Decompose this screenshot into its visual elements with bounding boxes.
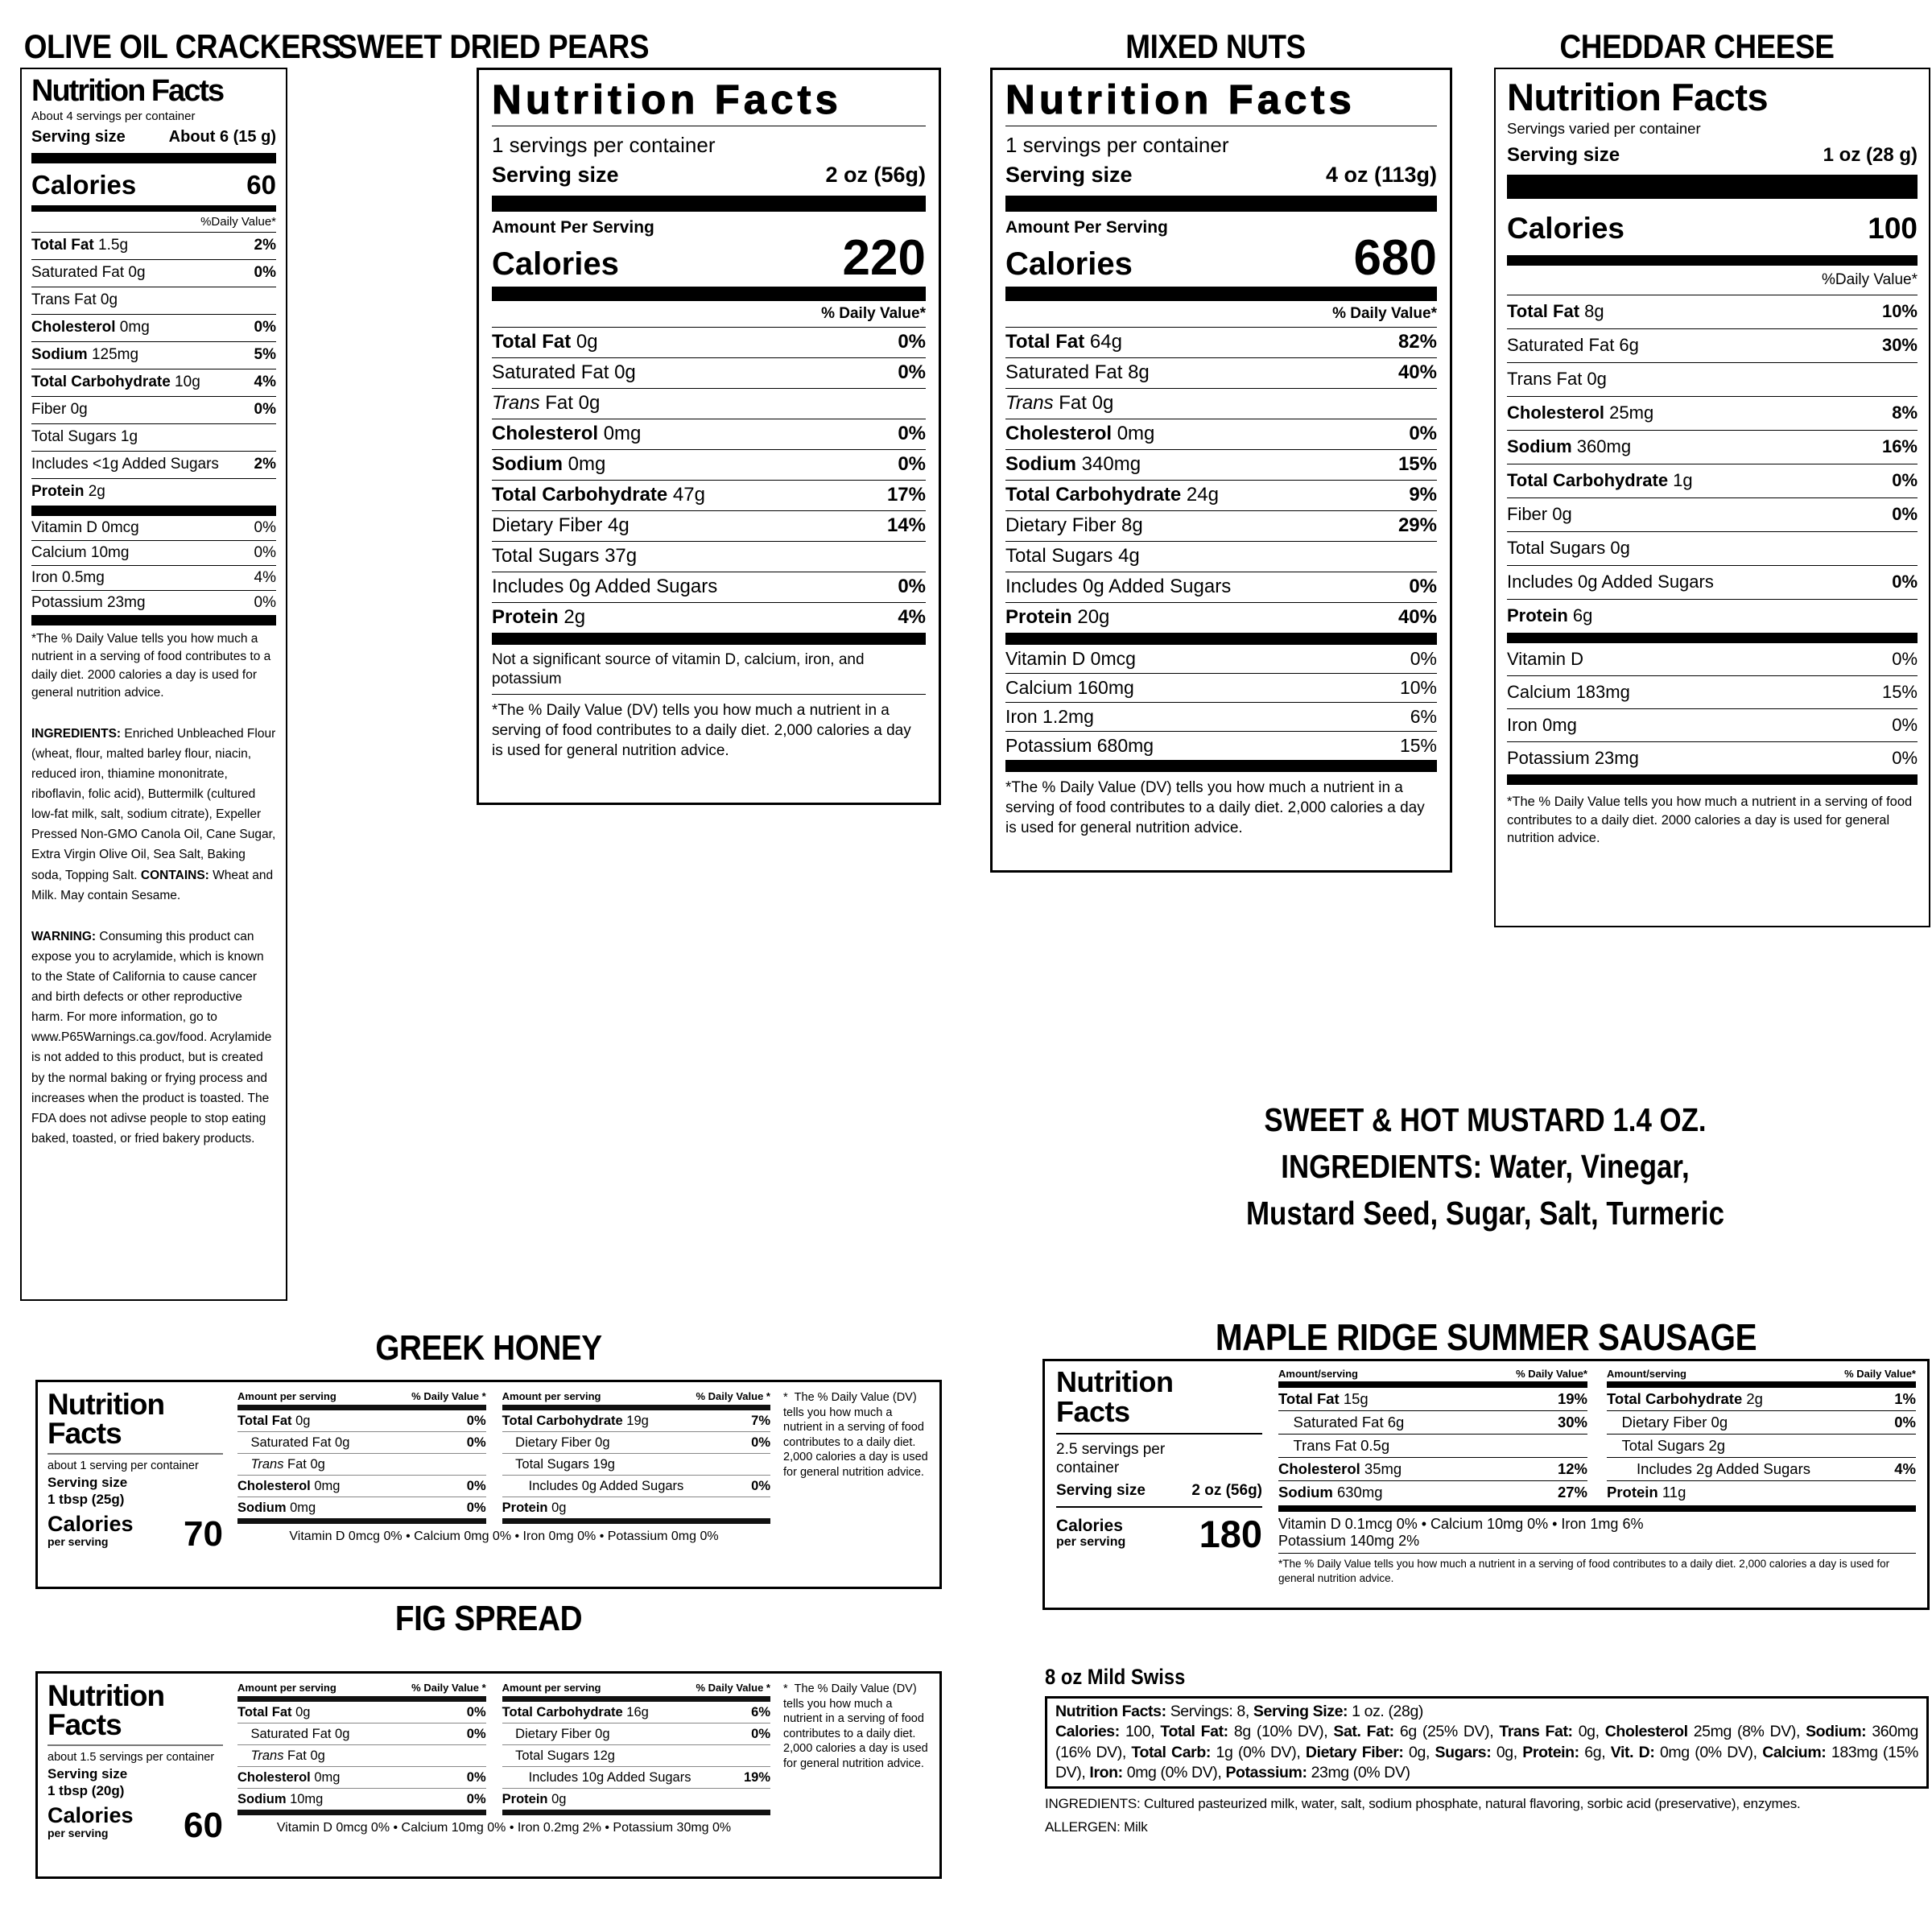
amount-per-serving-label: Amount Per Serving — [492, 218, 654, 237]
nutrient-row: Saturated Fat 6g 30% — [1507, 329, 1918, 363]
servings-per-container: 1 servings per container — [1005, 133, 1229, 158]
product-title-mixed-nuts: MIXED NUTS — [1125, 27, 1306, 65]
nutrient-row: Includes 0g Added Sugars 0% — [502, 1476, 770, 1497]
divider-bar — [492, 196, 926, 212]
mild-swiss-block — [1045, 1665, 1929, 1835]
divider-bar — [492, 287, 926, 301]
daily-value-header: % Daily Value * — [696, 1682, 770, 1694]
nutrient-row: Dietary Fiber 8g 29% — [1005, 511, 1437, 542]
nutrient-row: Cholesterol 35mg 12% — [1278, 1458, 1587, 1481]
nutrient-row: Total Sugars 2g — [1607, 1435, 1916, 1458]
serving-size-value: 1 tbsp (20g) — [47, 1783, 125, 1798]
nutrient-row: Sodium 125mg 5% — [31, 342, 276, 369]
nutrient-row: Saturated Fat 0g 0% — [492, 358, 926, 389]
serving-size-value: 1 tbsp (25g) — [47, 1492, 125, 1507]
nutrition-facts-heading: Nutrition Facts — [492, 76, 926, 126]
divider-bar — [237, 1810, 486, 1815]
nutrient-row: Dietary Fiber 0g 0% — [1607, 1411, 1916, 1435]
nutrient-rows — [237, 1410, 486, 1518]
mustard-ingredients-block — [1201, 1096, 1769, 1237]
divider-line — [1278, 1553, 1916, 1554]
calories-label: Calories — [47, 1803, 134, 1828]
serving-size-label: Serving size — [31, 127, 126, 146]
nutrient-row: Sodium 360mg 16% — [1507, 431, 1918, 464]
calories-value: 220 — [842, 230, 926, 287]
amount-per-serving-label: Amount Per Serving — [1005, 218, 1168, 237]
divider-line — [1056, 1433, 1262, 1435]
vitamin-row: Calcium 160mg 10% — [1005, 674, 1437, 703]
micronutrients-line: Vitamin D 0.1mcg 0% • Calcium 10mg 0% • Iron 1mg 6% — [1278, 1516, 1644, 1532]
nutrient-rows — [31, 233, 276, 506]
divider-bar — [502, 1810, 770, 1815]
product-title-summer-sausage: MAPLE RIDGE SUMMER SAUSAGE — [1215, 1316, 1757, 1358]
nutrient-row: Total Sugars 4g — [1005, 542, 1437, 572]
vitamin-rows — [1005, 645, 1437, 760]
divider-bar — [1005, 287, 1437, 301]
vitamin-row: Vitamin D 0% — [1507, 643, 1918, 676]
daily-value-footnote: *The % Daily Value (DV) tells you how much a nutrient in a serving of food contributes to a daily diet. 2,000 calories a day is used for general nutrition advice. — [1005, 778, 1425, 836]
vitamin-row: Potassium 680mg 15% — [1005, 734, 1437, 756]
ingredients-text: INGREDIENTS: Enriched Unbleached Flour (wheat, flour, malted barley flour, niacin, reduced iron, thiamine mononitrate, riboflavin, folic acid), Buttermilk (cultured low-fat milk, salt, sodium citrate), Expeller Pressed Non-GMO Canola Oil, Cane Sugar, Extra Virgin Olive Oil, Sea Salt, Baking soda, Topping Salt. CONTAINS: Wheat and Milk. May contain Sesame. — [31, 726, 276, 902]
nutrient-rows — [1507, 295, 1918, 633]
nutrient-row: Includes 0g Added Sugars 0% — [1005, 572, 1437, 603]
divider-bar — [1005, 633, 1437, 645]
nutrition-facts-heading: Nutrition — [47, 1679, 165, 1712]
amount-header: Amount per serving — [237, 1390, 336, 1402]
daily-value-footnote: *The % Daily Value tells you how much a nutrient in a serving of food contributes to a daily diet. 2,000 calories a day is used for general nutrition advice. — [1278, 1558, 1890, 1584]
nutrient-row: Total Fat 0g 0% — [237, 1702, 486, 1724]
divider-bar — [1005, 196, 1437, 212]
calories-value: 180 — [1199, 1513, 1262, 1556]
serving-size-value: 1 oz (28 g) — [1823, 143, 1918, 166]
nutrient-row: Protein 6g — [1507, 605, 1593, 626]
nutrient-row: Total Fat 1.5g 2% — [31, 233, 276, 260]
nutrition-facts-heading: Facts — [47, 1416, 122, 1450]
nutrient-row: Total Fat 0g 0% — [237, 1410, 486, 1432]
nutrient-row: Total Carbohydrate 47g 17% — [492, 481, 926, 511]
nutrient-row: Total Carbohydrate 1g 0% — [1507, 464, 1918, 498]
mild-swiss-heading: 8 oz Mild Swiss — [1045, 1665, 1186, 1689]
nutrient-row: Sodium 630mg 27% — [1278, 1484, 1587, 1501]
nutrient-row: Saturated Fat 0g 0% — [237, 1432, 486, 1454]
product-title-sweet-dried-pears: SWEET DRIED PEARS — [337, 27, 650, 65]
nutrient-row: Trans Fat 0g — [237, 1454, 486, 1476]
daily-value-header: %Daily Value* — [31, 212, 276, 233]
divider-bar — [31, 205, 276, 212]
nutrient-row: Total Carbohydrate 10g 4% — [31, 369, 276, 397]
nutrition-facts-heading: Nutrition Facts — [31, 74, 224, 108]
divider-line — [47, 1744, 223, 1746]
divider-bar — [31, 153, 276, 163]
nutrient-row: Trans Fat 0.5g — [1278, 1435, 1587, 1458]
vitamin-row: Potassium 23mg 0% — [1507, 747, 1918, 768]
amount-header: Amount per serving — [502, 1682, 601, 1694]
divider-line — [47, 1453, 223, 1455]
nutrient-row: Protein 2g 4% — [492, 606, 926, 629]
nutrient-row: Total Sugars 12g — [502, 1745, 770, 1767]
nutrient-row: Includes <1g Added Sugars 2% — [31, 452, 276, 479]
micronutrients-line: Vitamin D 0mcg 0% • Calcium 10mg 0% • Iron 0.2mg 2% • Potassium 30mg 0% — [276, 1821, 732, 1835]
vitamin-row: Calcium 183mg 15% — [1507, 676, 1918, 709]
mustard-title: SWEET & HOT MUSTARD 1.4 OZ. — [1264, 1101, 1707, 1138]
daily-value-header: % Daily Value* — [492, 301, 926, 328]
serving-size-value: 4 oz (113g) — [1325, 163, 1437, 188]
per-serving-label: per serving — [47, 1826, 109, 1839]
serving-size-label: Serving size — [47, 1474, 128, 1490]
divider-bar — [237, 1405, 486, 1410]
nutrient-row: Fiber 0g 0% — [31, 397, 276, 424]
label-olive-oil-crackers — [20, 68, 287, 1301]
nutrient-row: Dietary Fiber 0g 0% — [502, 1432, 770, 1454]
label-cheddar-cheese — [1494, 68, 1930, 927]
divider-bar — [502, 1696, 770, 1702]
nutrient-row: Includes 0g Added Sugars 0% — [1507, 566, 1918, 600]
nutrient-rows — [502, 1410, 770, 1518]
nutrient-row: Sodium 0mg 0% — [237, 1500, 486, 1515]
mustard-ingredients-line: INGREDIENTS: Water, Vinegar, — [1281, 1148, 1690, 1186]
nutrient-row: Cholesterol 0mg 0% — [31, 315, 276, 342]
nutrient-row: Trans Fat 0g — [31, 287, 276, 315]
nutrition-facts-heading: Nutrition Facts — [1005, 76, 1437, 126]
nutrient-rows — [502, 1702, 770, 1810]
daily-value-header: %Daily Value* — [1507, 266, 1918, 295]
nutrient-row: Total Sugars 0g — [1507, 532, 1918, 566]
nutrient-row: Protein 0g — [502, 1500, 567, 1515]
nutrient-row: Protein 20g 40% — [1005, 606, 1437, 629]
divider-bar — [502, 1518, 770, 1524]
nutrient-rows — [1278, 1388, 1587, 1504]
nutrition-facts-heading: Nutrition — [47, 1388, 165, 1421]
calories-label: Calories — [31, 169, 137, 200]
nutrient-row: Protein 0g — [502, 1791, 567, 1806]
amount-header: Amount/serving — [1607, 1368, 1686, 1380]
label-fig-spread — [35, 1671, 942, 1879]
nutrition-facts-heading: Nutrition — [1056, 1365, 1174, 1398]
swiss-allergen-text: ALLERGEN: Milk — [1045, 1819, 1148, 1835]
nutrient-row: Cholesterol 0mg 0% — [237, 1476, 486, 1497]
nutrient-row: Total Sugars 37g — [492, 542, 926, 572]
nutrient-row: Total Sugars 1g — [31, 424, 276, 452]
daily-value-footnote: *The % Daily Value tells you how much a nutrient in a serving of food contributes to a daily diet. 2000 calories a day is used for general nutrition advice. — [1507, 794, 1913, 846]
daily-value-footnote: *The % Daily Value (DV) tells you how much a nutrient in a serving of food contributes to a daily diet. 2,000 calories a day is used for general nutrition advice. — [492, 702, 911, 760]
daily-value-header: % Daily Value* — [1844, 1368, 1916, 1380]
nutrient-row: Protein 11g — [1607, 1484, 1686, 1501]
servings-per-container: 1 servings per container — [492, 133, 716, 158]
nutrient-row: Total Carbohydrate 16g 6% — [502, 1702, 770, 1724]
not-significant-note: Not a significant source of vitamin D, calcium, iron, and potassium — [492, 645, 926, 696]
amount-header: Amount/serving — [1278, 1368, 1358, 1380]
swiss-nutrition-line: Nutrition Facts: Servings: 8, Serving Size: 1 oz. (28g) — [1055, 1703, 1423, 1720]
divider-bar — [1005, 760, 1437, 772]
vitamin-rows — [31, 516, 276, 615]
calories-value: 60 — [184, 1805, 223, 1845]
serving-size-label: Serving size — [47, 1765, 128, 1781]
nutrient-row: Sodium 10mg 0% — [237, 1791, 486, 1806]
vitamin-row: Calcium 10mg 0% — [31, 541, 276, 566]
nutrient-row: Includes 0g Added Sugars 0% — [492, 572, 926, 603]
servings-per-container: about 1 serving per container — [47, 1459, 199, 1472]
nutrient-rows — [1607, 1388, 1916, 1504]
servings-per-container: 2.5 servings per container — [1056, 1441, 1166, 1477]
divider-bar — [502, 1405, 770, 1410]
divider-bar — [1507, 175, 1918, 199]
serving-size-value: About 6 (15 g) — [168, 127, 276, 146]
nutrient-row: Total Fat 0g 0% — [492, 328, 926, 358]
amount-header: Amount per serving — [237, 1682, 336, 1694]
product-title-olive-oil-crackers: OLIVE OIL CRACKERS — [23, 27, 341, 65]
serving-size-value: 2 oz (56g) — [1191, 1482, 1262, 1500]
serving-size-value: 2 oz (56g) — [825, 163, 926, 188]
nutrient-row: Dietary Fiber 4g 14% — [492, 511, 926, 542]
divider-bar — [1278, 1505, 1916, 1512]
nutrient-rows — [237, 1702, 486, 1810]
vitamin-row: Vitamin D 0mcg 0% — [1005, 645, 1437, 674]
nutrition-facts-heading: Nutrition Facts — [1507, 76, 1769, 118]
calories-label: Calories — [1056, 1517, 1123, 1536]
nutrition-facts-heading: Facts — [47, 1707, 122, 1741]
serving-size-label: Serving size — [492, 163, 619, 188]
label-mixed-nuts — [990, 68, 1452, 873]
label-summer-sausage — [1042, 1359, 1930, 1610]
nutrient-rows — [492, 328, 926, 633]
nutrient-row: Cholesterol 0mg 0% — [1005, 419, 1437, 450]
daily-value-footnote: * The % Daily Value (DV) tells you how much a nutrient in a serving of food contributes to a daily diet. 2,000 calories a day is used for general nutrition advice. — [783, 1391, 928, 1479]
mild-swiss-nutrition-box — [1045, 1696, 1929, 1789]
nutrient-rows — [1005, 328, 1437, 633]
servings-per-container: About 4 servings per container — [31, 109, 196, 123]
nutrient-row: Trans Fat 0g — [1005, 389, 1437, 419]
calories-label: Calories — [1005, 246, 1133, 282]
nutrient-row: Total Carbohydrate 24g 9% — [1005, 481, 1437, 511]
divider-bar — [492, 633, 926, 645]
product-title-cheddar-cheese: CHEDDAR CHEESE — [1559, 27, 1835, 65]
daily-value-header: % Daily Value * — [411, 1390, 486, 1402]
servings-per-container: Servings varied per container — [1507, 119, 1701, 137]
daily-value-header: % Daily Value* — [1005, 301, 1437, 328]
calories-value: 60 — [246, 169, 276, 200]
nutrient-row: Total Fat 64g 82% — [1005, 328, 1437, 358]
divider-bar — [1607, 1381, 1916, 1388]
mustard-ingredients-line: Mustard Seed, Sugar, Salt, Turmeric — [1246, 1195, 1724, 1232]
nutrient-row: Sodium 340mg 15% — [1005, 450, 1437, 481]
vitamin-row: Iron 0mg 0% — [1507, 709, 1918, 742]
micronutrients-line: Vitamin D 0mcg 0% • Calcium 0mg 0% • Iron 0mg 0% • Potassium 0mg 0% — [289, 1530, 719, 1543]
divider-bar — [237, 1696, 486, 1702]
daily-value-header: % Daily Value * — [696, 1390, 770, 1402]
nutrient-row: Trans Fat 0g — [1507, 363, 1918, 397]
daily-value-header: % Daily Value * — [411, 1682, 486, 1694]
nutrient-row: Cholesterol 0mg 0% — [237, 1767, 486, 1789]
nutrient-row: Trans Fat 0g — [492, 389, 926, 419]
nutrient-row: Sodium 0mg 0% — [492, 450, 926, 481]
nutrient-row: Total Fat 8g 10% — [1507, 295, 1918, 329]
product-title-greek-honey: GREEK HONEY — [375, 1328, 602, 1368]
servings-per-container: about 1.5 servings per container — [47, 1750, 215, 1764]
daily-value-footnote: *The % Daily Value tells you how much a nutrient in a serving of food contributes to a daily diet. 2000 calories a day is used for general nutrition advice. — [31, 631, 271, 700]
calories-label: Calories — [1507, 211, 1625, 245]
swiss-ingredients-text: INGREDIENTS: Cultured pasteurized milk, water, salt, sodium phosphate, natural flavoring, sorbic acid (preservative), enzymes. — [1045, 1796, 1801, 1812]
nutrient-row: Includes 10g Added Sugars 19% — [502, 1767, 770, 1789]
nutrition-facts-heading: Facts — [1056, 1394, 1130, 1428]
calories-value: 680 — [1353, 230, 1437, 287]
vitamin-rows — [1507, 643, 1918, 774]
label-greek-honey — [35, 1380, 942, 1589]
serving-size-label: Serving size — [1056, 1482, 1146, 1500]
calories-value: 70 — [184, 1513, 223, 1554]
divider-bar — [1278, 1381, 1587, 1388]
label-sweet-dried-pears — [477, 68, 941, 805]
nutrient-row: Includes 2g Added Sugars 4% — [1607, 1458, 1916, 1481]
nutrient-row: Protein 2g — [31, 483, 105, 501]
divider-bar — [31, 615, 276, 625]
nutrient-row: Saturated Fat 8g 40% — [1005, 358, 1437, 389]
calories-value: 100 — [1868, 211, 1918, 245]
micronutrients-line: Potassium 140mg 2% — [1278, 1533, 1420, 1549]
amount-header: Amount per serving — [502, 1390, 601, 1402]
nutrient-row: Saturated Fat 6g 30% — [1278, 1411, 1587, 1435]
nutrient-row: Fiber 0g 0% — [1507, 498, 1918, 532]
nutrient-row: Trans Fat 0g — [237, 1745, 486, 1767]
nutrient-row: Cholesterol 25mg 8% — [1507, 397, 1918, 431]
per-serving-label: per serving — [47, 1534, 109, 1548]
per-serving-label: per serving — [1056, 1535, 1126, 1550]
nutrient-row: Total Sugars 19g — [502, 1454, 770, 1476]
nutrient-row: Total Carbohydrate 19g 7% — [502, 1410, 770, 1432]
warning-text: WARNING: Consuming this product can expose you to acrylamide, which is known to the State of California to cause cancer and birth defects or other reproductive harm. For more information, go to www.P65Warnings.ca.gov/food. Acrylamide is not added to this product, but is created by the normal baking or frying process and increases when the product is toasted. The FDA does not adivse people to stop eating baked, toasted, or fried bakery products. — [31, 929, 272, 1146]
divider-line — [1056, 1506, 1262, 1508]
daily-value-footnote: * The % Daily Value (DV) tells you how much a nutrient in a serving of food contributes to a daily diet. 2,000 calories a day is used for general nutrition advice. — [783, 1682, 928, 1770]
vitamin-row: Iron 0.5mg 4% — [31, 566, 276, 591]
nutrient-row: Saturated Fat 0g 0% — [237, 1724, 486, 1745]
divider-bar — [31, 506, 276, 516]
divider-bar — [1507, 255, 1918, 266]
nutrient-row: Saturated Fat 0g 0% — [31, 260, 276, 287]
nutrient-row: Cholesterol 0mg 0% — [492, 419, 926, 450]
divider-bar — [1507, 774, 1918, 785]
nutrient-row: Total Fat 15g 19% — [1278, 1388, 1587, 1411]
swiss-nutrition-text: Calories: 100, Total Fat: 8g (10% DV), Sat. Fat: 6g (25% DV), Trans Fat: 0g, Cholesterol 25mg (8% DV), Sodium: 360mg (16% DV), Total Carb: 1g (0% DV), Dietary Fiber: 0g, Sugars: 0g, Protein: 6g, Vit. D: 0mg (0% DV), Calcium: 183mg (15% DV), Iron: 0mg (0% DV), Potassium: 23mg (0% DV) — [1055, 1723, 1918, 1782]
serving-size-label: Serving size — [1005, 163, 1133, 188]
divider-bar — [1507, 633, 1918, 643]
calories-label: Calories — [492, 246, 619, 282]
product-title-fig-spread: FIG SPREAD — [394, 1599, 583, 1638]
serving-size-label: Serving size — [1507, 143, 1620, 166]
divider-bar — [237, 1518, 486, 1524]
daily-value-header: % Daily Value* — [1516, 1368, 1587, 1380]
calories-label: Calories — [47, 1512, 134, 1537]
vitamin-row: Vitamin D 0mcg 0% — [31, 516, 276, 541]
nutrient-row: Total Carbohydrate 2g 1% — [1607, 1388, 1916, 1411]
vitamin-row: Iron 1.2mg 6% — [1005, 703, 1437, 732]
vitamin-row: Potassium 23mg 0% — [31, 593, 276, 611]
nutrient-row: Dietary Fiber 0g 0% — [502, 1724, 770, 1745]
